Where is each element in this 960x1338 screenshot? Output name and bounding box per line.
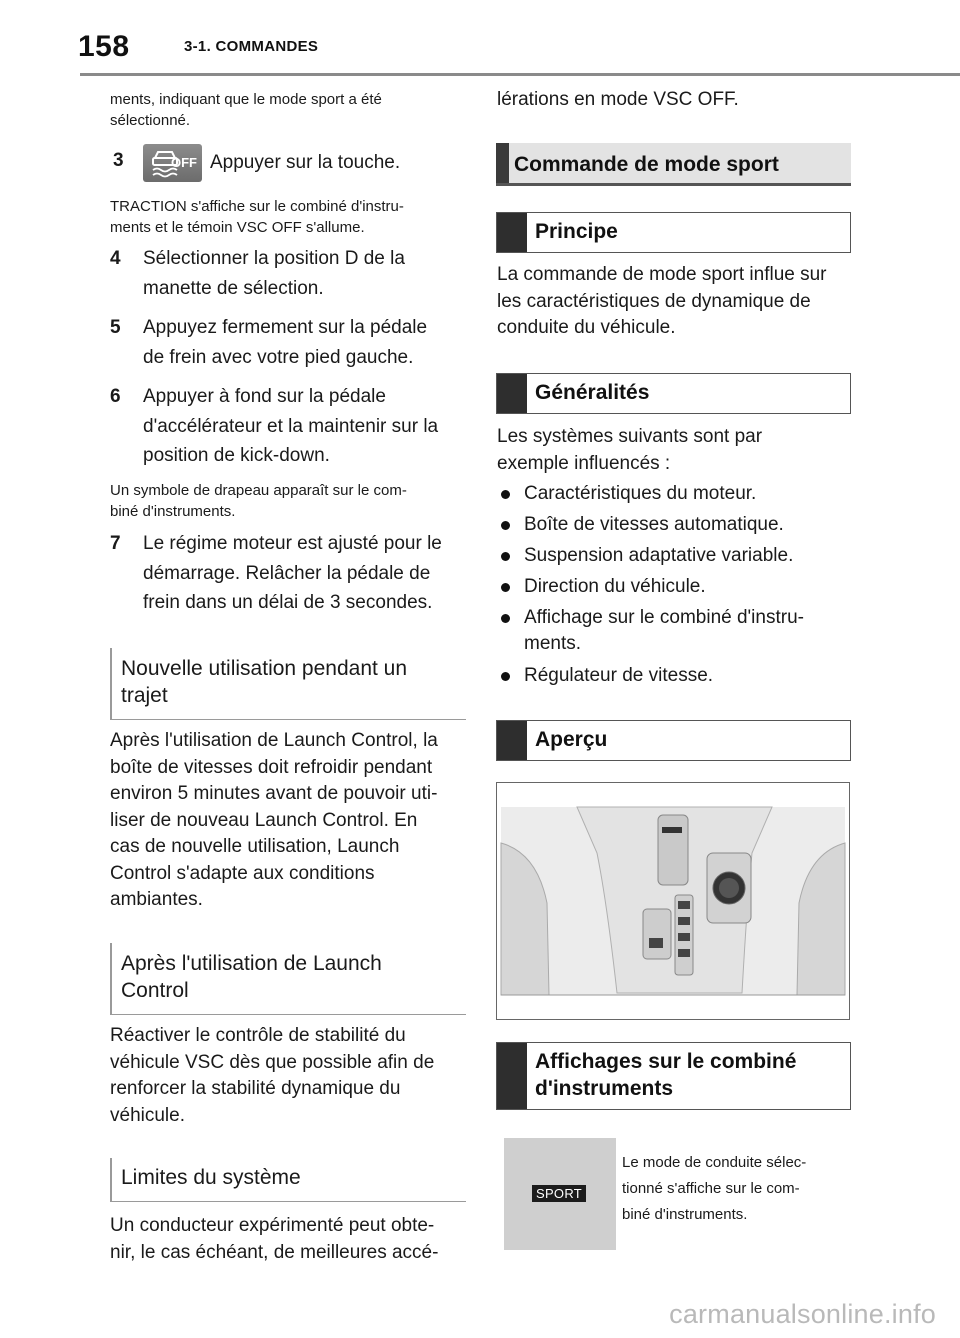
- page-number: 158: [78, 30, 130, 63]
- step-6: [110, 382, 480, 472]
- paragraph-generalites: Les systèmes suivants sont par exemple influencés :: [497, 426, 763, 474]
- watermark: carmanualsonline.info: [669, 1299, 936, 1329]
- continuation-text: lérations en mode VSC OFF.: [497, 89, 739, 110]
- heading-principe: Principe: [496, 212, 851, 253]
- note-2-line-1: Un symbole de drapeau apparaît sur le com-: [110, 482, 407, 499]
- step-number: 5: [110, 317, 121, 338]
- step-5: [110, 313, 480, 373]
- off-label: OFF: [171, 155, 197, 170]
- list-item: Caractéristiques du moteur.: [497, 481, 857, 507]
- list-item: Régulateur de vitesse.: [497, 663, 857, 689]
- step-3-number: 3: [113, 150, 124, 171]
- list-item: Affichage sur le combiné d'instru- ments.: [497, 605, 857, 657]
- bullet-icon: [501, 672, 510, 681]
- note-1-line-1: TRACTION s'affiche sur le combiné d'instru-: [110, 198, 404, 215]
- intro-line-1: ments, indiquant que le mode sport a été: [110, 91, 382, 108]
- bullet-icon: [501, 521, 510, 530]
- step-text: Appuyez fermement sur la pédale de frein avec votre pied gauche.: [143, 317, 428, 368]
- paragraph-principe: La commande de mode sport influe sur les caractéristiques de dynamique de conduite du véhicule.: [497, 264, 827, 338]
- subheading-limites: Limites du système: [110, 1158, 466, 1202]
- step-7: [110, 529, 480, 619]
- sport-mode-label: SPORT: [532, 1185, 586, 1202]
- step-text: Appuyer à fond sur la pédale d'accélérateur et la maintenir sur la position de kick-down.: [143, 386, 439, 466]
- paragraph-vsc: Réactiver le contrôle de stabilité du véhicule VSC dès que possible afin de renforcer la stabilité dynamique du véhicule.: [110, 1025, 435, 1126]
- subheading-apres-launch-control: Après l'utilisation de Launch Control: [110, 943, 466, 1015]
- intro-line-2: sélectionné.: [110, 112, 191, 129]
- note-1-line-2: ments et le témoin VSC OFF s'allume.: [110, 219, 365, 236]
- step-number: 7: [110, 533, 121, 554]
- paragraph-launch-control: Après l'utilisation de Launch Control, la boîte de vitesses doit refroidir pendant environ 5 minutes avant de pouvoir uti- liser de nouveau Launch Control. En cas de nouvelle utilisation, Launch Control s'adapte aux conditions ambiantes.: [110, 730, 438, 910]
- paragraph-limites: Un conducteur expérimenté peut obte- nir, le cas échéant, de meilleures accé-: [110, 1215, 439, 1263]
- heading-commande-mode-sport: Commande de mode sport: [496, 143, 851, 186]
- list-item: Direction du véhicule.: [497, 574, 857, 600]
- step-text: Sélectionner la position D de la manette de sélection.: [143, 248, 405, 299]
- list-item: Boîte de vitesses automatique.: [497, 512, 857, 538]
- sport-caption: Le mode de conduite sélec- tionné s'affiche sur le com- biné d'instruments.: [622, 1154, 807, 1223]
- subheading-nouvelle-utilisation: Nouvelle utilisation pendant un trajet: [110, 648, 466, 720]
- center-console-illustration: [497, 783, 849, 1019]
- bullet-icon: [501, 552, 510, 561]
- traction-off-key-icon: [143, 144, 202, 182]
- heading-apercu: Aperçu: [496, 720, 851, 761]
- center-console-image: [496, 782, 850, 1020]
- step-3-text: Appuyer sur la touche.: [210, 152, 401, 173]
- section-title: 3-1. COMMANDES: [184, 38, 319, 55]
- heading-affichages: Affichages sur le combiné d'instruments: [496, 1042, 851, 1110]
- step-number: 4: [110, 248, 121, 269]
- bullet-icon: [501, 583, 510, 592]
- header-divider: [80, 73, 960, 76]
- bullet-icon: [501, 490, 510, 499]
- step-text: Le régime moteur est ajusté pour le démarrage. Relâcher la pédale de frein dans un délai de 3 secondes.: [143, 533, 442, 613]
- sport-display-image: [504, 1138, 616, 1250]
- list-item: Suspension adaptative variable.: [497, 543, 857, 569]
- bullet-icon: [501, 614, 510, 623]
- note-2-line-2: biné d'instruments.: [110, 503, 236, 520]
- step-number: 6: [110, 386, 121, 407]
- step-4: [110, 244, 480, 304]
- heading-generalites: Généralités: [496, 373, 851, 414]
